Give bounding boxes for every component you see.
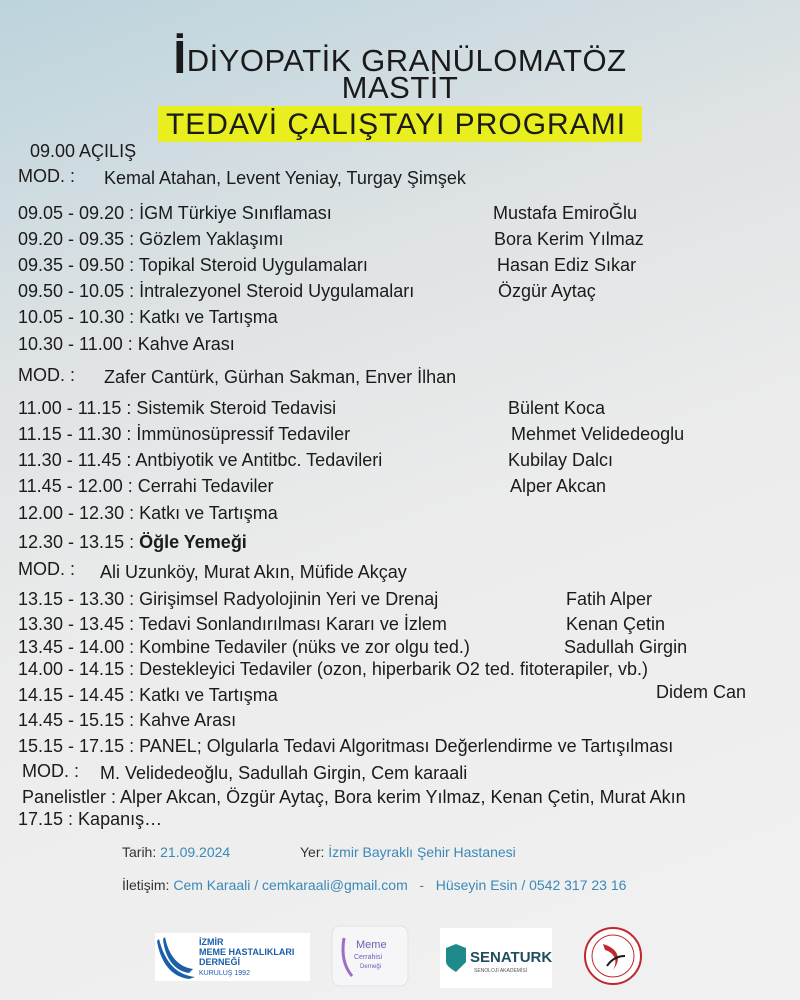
svg-text:DERNEĞİ: DERNEĞİ	[199, 957, 241, 967]
moderators: Kemal Atahan, Levent Yeniay, Turgay Şimşek	[104, 168, 466, 188]
subtitle-banner	[0, 106, 800, 142]
mod-label: MOD. :	[18, 559, 75, 579]
speaker: Kubilay Dalcı	[508, 450, 614, 470]
schedule-item: 13.30 - 13.45 : Tedavi Sonlandırılması Kararı ve İzlem	[18, 614, 447, 634]
moderators: M. Velidedeoğlu, Sadullah Girgin, Cem karaali	[100, 763, 468, 783]
ribbon-icon	[330, 922, 410, 990]
speaker: Bülent Koca	[508, 398, 606, 418]
speaker: Mustafa EmiroĞlu	[493, 203, 638, 223]
schedule-item: 13.45 - 14.00 : Kombine Tedaviler (nüks ve zor olgu ted.)	[18, 637, 470, 657]
schedule-item: 09.35 - 09.50 : Topikal Steroid Uygulamaları	[18, 255, 368, 275]
svg-text:Cerrahisi: Cerrahisi	[354, 954, 383, 961]
schedule-item: 09.05 - 09.20 : İGM Türkiye Sınıflaması	[18, 203, 332, 223]
schedule-item: 11.45 - 12.00 : Cerrahi Tedaviler	[18, 476, 274, 496]
speaker: Mehmet Velidedeoglu	[511, 424, 685, 444]
speaker: Kenan Çetin	[566, 614, 666, 634]
schedule-item: 13.15 - 13.30 : Girişimsel Radyolojinin Yeri ve Drenaj	[18, 589, 439, 609]
mod-label: MOD. :	[18, 365, 75, 385]
schedule-item: 14.15 - 14.45 : Katkı ve Tartışma	[18, 685, 278, 705]
schedule-item: 11.00 - 11.15 : Sistemik Steroid Tedavisi	[18, 398, 337, 418]
svg-text:KURULUŞ 1992: KURULUŞ 1992	[199, 970, 250, 977]
association-seal-logo	[583, 926, 643, 986]
schedule-item: 14.00 - 14.15 : Destekleyici Tedaviler (ozon, hiperbarik O2 ted. fitoterapiler, vb.)	[18, 659, 648, 679]
title-line-2: MASTİT	[341, 70, 459, 105]
mod-label: MOD. :	[18, 166, 75, 186]
schedule-item: 11.15 - 11.30 : İmmünosüpressif Tedaviler	[18, 424, 351, 444]
svg-text:MEME HASTALIKLARI: MEME HASTALIKLARI	[199, 947, 295, 957]
seal-icon	[583, 926, 643, 986]
closing: 17.15 : Kapanış…	[18, 809, 163, 829]
schedule-item: 10.05 - 10.30 : Katkı ve Tartışma	[18, 307, 278, 327]
svg-text:SENATURK: SENATURK	[470, 949, 552, 966]
schedule-item: 09.20 - 09.35 : Gözlem Yaklaşımı	[18, 229, 284, 249]
svg-text:SENOLOJİ AKADEMİSİ: SENOLOJİ AKADEMİSİ	[474, 968, 528, 974]
title-line-1: İDİYOPATİK GRANÜLOMATÖZ	[173, 31, 627, 83]
svg-text:Derneği: Derneği	[360, 964, 382, 970]
breast-ribbon-icon	[155, 933, 310, 981]
schedule-item: 12.00 - 12.30 : Katkı ve Tartışma	[18, 503, 278, 523]
event-date: Tarih: 21.09.2024	[122, 844, 231, 860]
speaker: Özgür Aytaç	[498, 281, 596, 301]
meme-cerrahisi-dernegi-logo	[330, 922, 410, 990]
speaker: Bora Kerim Yılmaz	[494, 229, 644, 249]
speaker: Alper Akcan	[510, 476, 607, 496]
moderators: Ali Uzunköy, Murat Akın, Müfide Akçay	[100, 562, 407, 582]
senaturk-shield-icon	[440, 928, 552, 988]
speaker: Didem Can	[656, 682, 747, 702]
schedule-item: 10.30 - 11.00 : Kahve Arası	[18, 334, 235, 354]
mod-label: MOD. :	[22, 761, 79, 781]
moderators: Zafer Cantürk, Gürhan Sakman, Enver İlhan	[104, 367, 457, 387]
schedule-item: 09.50 - 10.05 : İntralezyonel Steroid Uygulamaları	[18, 281, 415, 301]
svg-text:İZMİR: İZMİR	[199, 937, 224, 947]
contact-info: İletişim: Cem Karaali / cemkaraali@gmail.com - Hüseyin Esin / 0542 317 23 16	[122, 877, 627, 893]
subtitle: TEDAVİ ÇALIŞTAYI PROGRAMI	[158, 106, 642, 142]
senaturk-logo	[440, 928, 552, 988]
schedule-item: 14.45 - 15.15 : Kahve Arası	[18, 710, 237, 730]
svg-text:Meme: Meme	[356, 939, 387, 951]
event-place: Yer: İzmir Bayraklı Şehir Hastanesi	[300, 844, 516, 860]
izmir-meme-hastaliklari-logo	[155, 933, 310, 981]
lunch-break: 12.30 - 13.15 : Öğle Yemeği	[18, 532, 247, 552]
schedule-item: 15.15 - 17.15 : PANEL; Olgularla Tedavi Algoritması Değerlendirme ve Tartışılması	[18, 736, 674, 756]
panelists: Panelistler : Alper Akcan, Özgür Aytaç, Bora kerim Yılmaz, Kenan Çetin, Murat Akın	[22, 787, 686, 807]
speaker: Fatih Alper	[566, 589, 653, 609]
speaker: Sadullah Girgin	[564, 637, 688, 657]
schedule-item: 11.30 - 11.45 : Antbiyotik ve Antitbc. Tedavileri	[18, 450, 383, 470]
opening: 09.00 AÇILIŞ	[30, 141, 137, 161]
speaker: Hasan Ediz Sıkar	[497, 255, 637, 275]
